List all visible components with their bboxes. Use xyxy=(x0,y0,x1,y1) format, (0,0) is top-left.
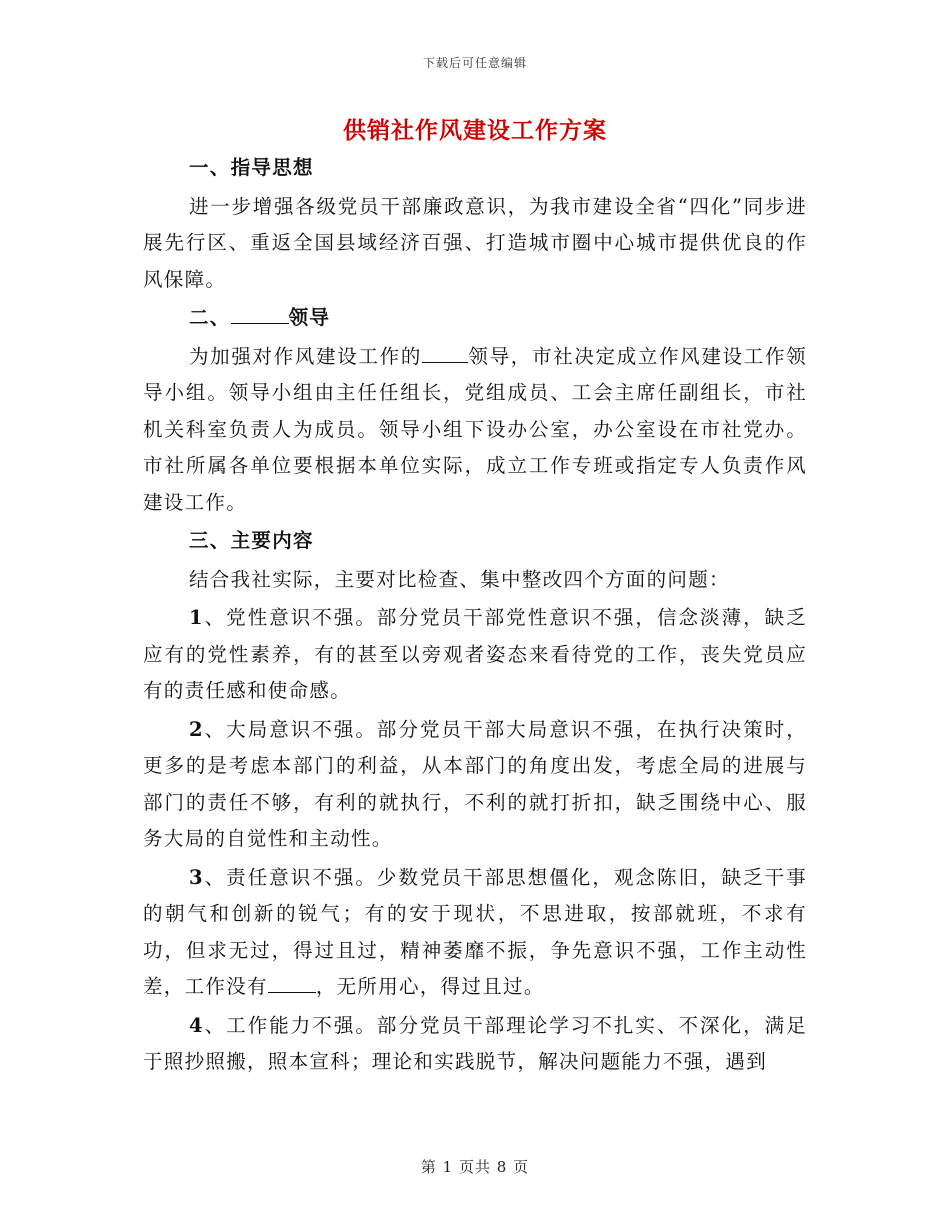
paragraph-text-pre: 为加强对作风建设工作的 xyxy=(189,344,423,368)
list-item-3 xyxy=(143,860,807,1006)
section-heading-2 xyxy=(143,300,807,337)
paragraph-guiding-thought: 进一步增强各级党员干部廉政意识，为我市建设全省“四化”同步进展先行区、重返全国县域经济百强、打造城市圈中心城市提供优良的作风保障。 xyxy=(143,194,807,291)
blank-underline xyxy=(422,342,468,363)
item-number: 2 xyxy=(189,717,204,741)
item-number: 1 xyxy=(189,606,204,629)
item-number: 3 xyxy=(189,865,204,889)
section-heading-1: 一、指导思想 xyxy=(189,156,314,179)
blank-underline xyxy=(231,304,289,325)
list-item-2 xyxy=(143,712,807,858)
header-note: 下载后可任意编辑 xyxy=(422,56,527,70)
blank-underline xyxy=(268,973,316,994)
document-body xyxy=(143,150,807,1083)
list-item-4 xyxy=(143,1008,807,1081)
paragraph-main-content-intro: 结合我社实际，主要对比检查、集中整改四个方面的问题： xyxy=(189,567,730,591)
item-text: 、大局意识不强。部分党员干部大局意识不强，在执行决策时，更多的是考虑本部门的利益，从本部门的角度出发，考虑全局的进展与部门的责任不够，有利的就执行，不利的就打折扣，缺乏围绕中心、服务大局的自觉性和主动性。 xyxy=(143,717,807,850)
document-title: 供销社作风建设工作方案 xyxy=(343,117,607,144)
item-number: 4 xyxy=(189,1013,204,1037)
paragraph-leadership xyxy=(143,339,807,522)
section-heading-3: 三、主要内容 xyxy=(189,529,314,552)
item-text-pre: 、责任意识不强。少数党员干部思想僵化，观念陈旧，缺乏干事的朝气和创新的锐气；有的安于现状，不思进取，按部就班，不求有功，但求无过，得过且过，精神萎靡不振，争先意识不强，工作主动性差，工作没有 xyxy=(143,865,807,998)
page-footer: 第 1 页共 8 页 xyxy=(420,1158,530,1176)
paragraph-text-post: 领导，市社决定成立作风建设工作领导小组。领导小组由主任任组长，党组成员、工会主席任副组长，市社机关科室负责人为成员。领导小组下设办公室，办公室设在市社党办。市社所属各单位要根据本单位实际，成立工作专班或指定专人负责作风建设工作。 xyxy=(143,344,807,514)
item-text: 、工作能力不强。部分党员干部理论学习不扎实、不深化，满足于照抄照搬，照本宣科；理论和实践脱节，解决问题能力不强，遇到 xyxy=(143,1013,807,1073)
heading-number: 二、 xyxy=(189,306,231,329)
item-text-post: ，无所用心，得过且过。 xyxy=(315,975,545,998)
list-item-1 xyxy=(143,600,807,710)
item-text: 、党性意识不强。部分党员干部党性意识不强，信念淡薄，缺乏应有的党性素养，有的甚至以旁观者姿态来看待党的工作，丧失党员应有的责任感和使命感。 xyxy=(143,606,807,702)
heading-text: 领导 xyxy=(288,306,331,329)
